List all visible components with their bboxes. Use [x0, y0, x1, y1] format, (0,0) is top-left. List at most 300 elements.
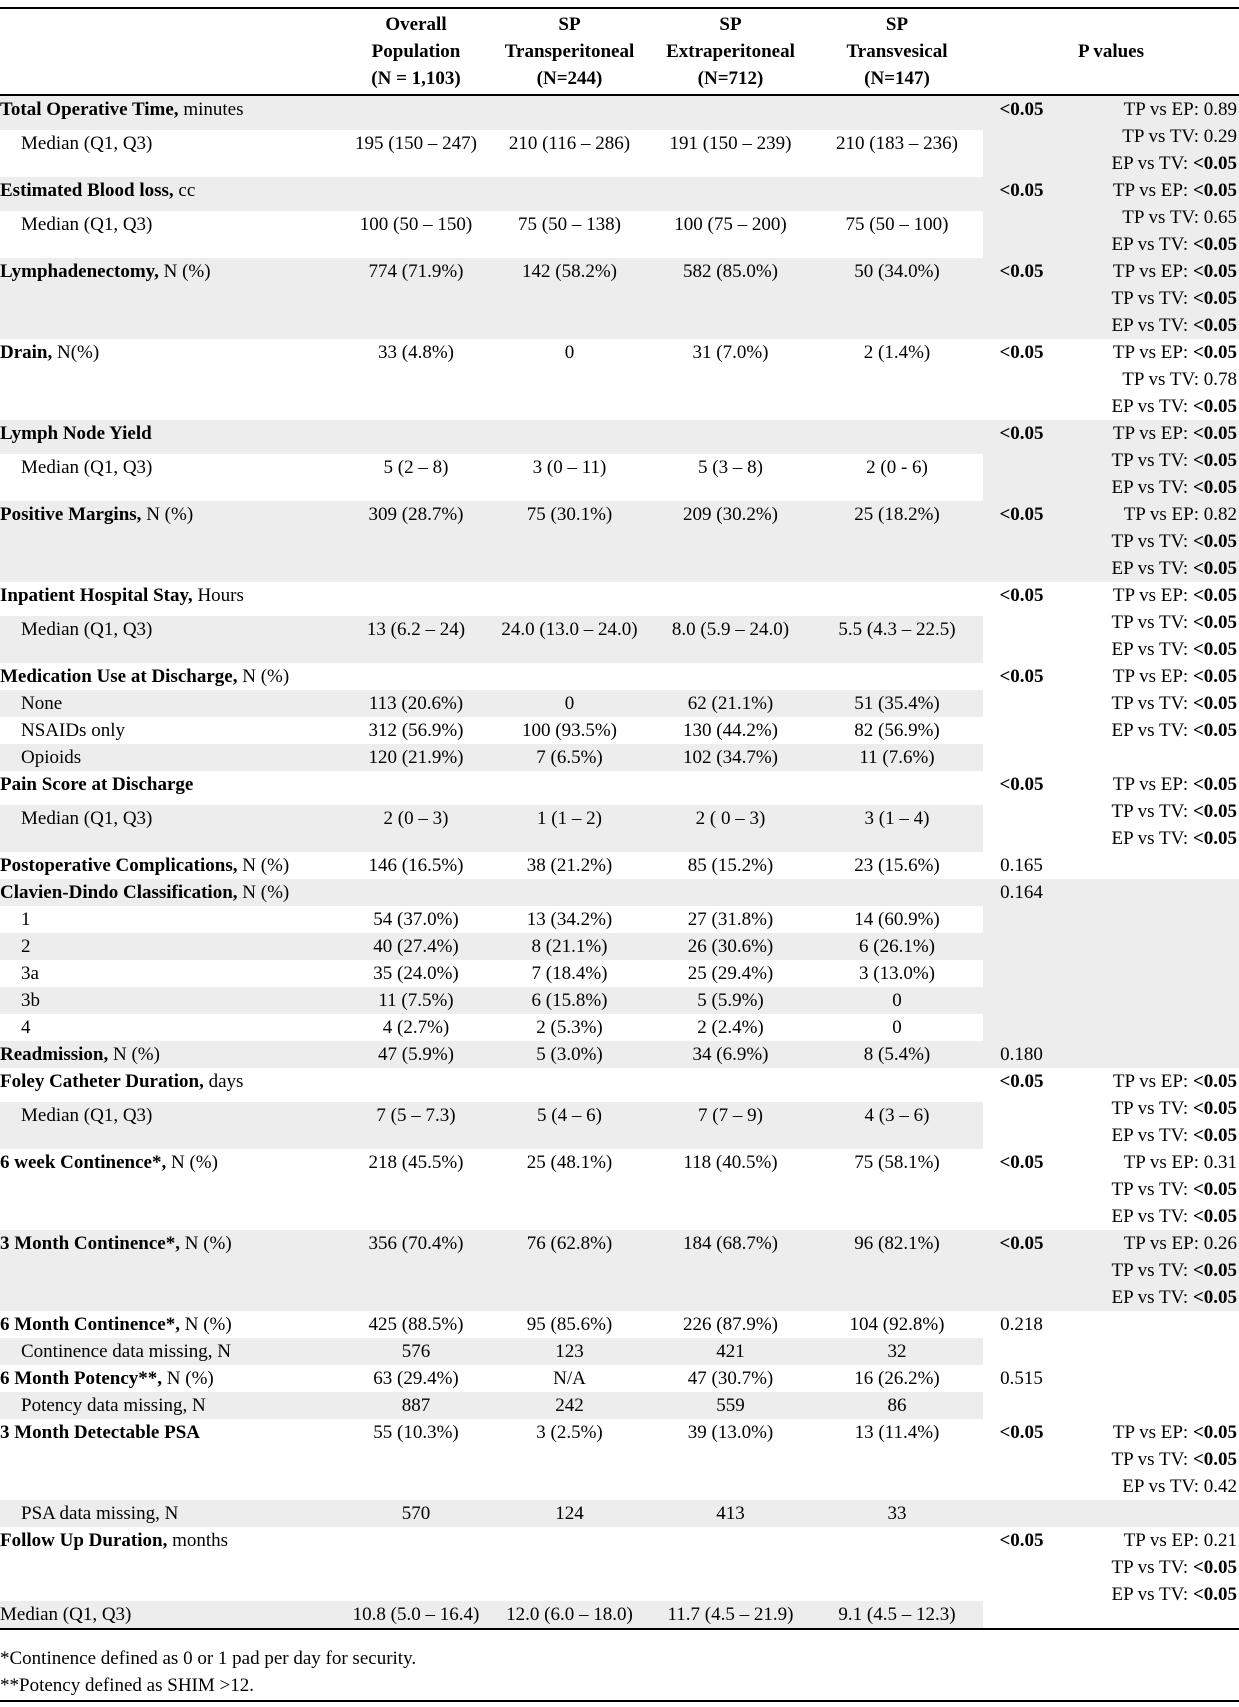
comparison-text: TP vs EP: 0.89 — [1123, 99, 1238, 120]
value-cell: 6 (26.1%) — [859, 936, 935, 957]
comparison-line — [1060, 258, 1237, 285]
value-cell: 124 — [555, 1503, 584, 1524]
row-label: Potency data missing, N — [21, 1395, 206, 1416]
comparison-text: EP vs TV: — [1111, 396, 1193, 417]
value-cell: 13 (11.4%) — [854, 1422, 940, 1443]
value-cell: 63 (29.4%) — [373, 1368, 459, 1389]
value-cell: 0 — [564, 693, 575, 714]
comparison-bold: <0.05 — [1192, 585, 1238, 606]
section-title-text: Clavien-Dindo Classification, — [0, 882, 238, 903]
comparison-bold: <0.05 — [1192, 153, 1238, 174]
value-cell: 0 — [892, 1017, 902, 1038]
p-value-cell: <0.05 — [999, 504, 1044, 525]
section-title — [0, 339, 343, 420]
section-title-text: Postoperative Complications, — [0, 855, 238, 876]
section-title-text: Total Operative Time, — [0, 99, 179, 120]
section-unit: N (%) — [237, 666, 290, 687]
comparison-line — [1060, 1176, 1237, 1203]
value-cell: 95 (85.6%) — [526, 1314, 613, 1335]
row-label: Median (Q1, Q3) — [21, 808, 153, 829]
comparison-line — [1060, 474, 1237, 501]
empty-cell — [811, 420, 983, 454]
comparison-text: TP vs EP: — [1112, 423, 1193, 444]
value-cell: 100 (93.5%) — [522, 720, 617, 741]
value-cell: 26 (30.6%) — [687, 936, 774, 957]
comparison-bold: <0.05 — [1192, 612, 1238, 633]
p-value-cell: <0.05 — [999, 774, 1044, 795]
comparisons-cell — [1060, 879, 1239, 1041]
value-cell: 5 (4 – 6) — [537, 1105, 602, 1126]
value-cell: N/A — [553, 1368, 586, 1389]
comparisons-cell — [1060, 420, 1239, 501]
table-row — [0, 663, 1239, 690]
section-unit: N (%) — [179, 1314, 232, 1335]
empty-cell — [343, 95, 489, 130]
comparison-line — [1060, 663, 1237, 690]
comparison-line — [1060, 1203, 1237, 1230]
section-unit: N (%) — [237, 882, 290, 903]
header-row — [0, 8, 1239, 95]
header-empty — [0, 8, 343, 95]
value-cell: 85 (15.2%) — [687, 855, 774, 876]
empty-cell — [650, 177, 811, 211]
value-cell: 8 (5.4%) — [863, 1044, 931, 1065]
comparison-text: EP vs TV: — [1111, 234, 1193, 255]
header-tv-line2: Transvesical — [846, 41, 948, 62]
value-cell: 576 — [401, 1341, 431, 1362]
value-cell: 6 (15.8%) — [531, 990, 608, 1011]
comparison-bold: <0.05 — [1192, 1584, 1238, 1605]
p-value-cell: <0.05 — [999, 423, 1044, 444]
row-label: Median (Q1, Q3) — [21, 133, 153, 154]
value-cell: 413 — [716, 1503, 745, 1524]
value-cell: 38 (21.2%) — [526, 855, 613, 876]
value-cell: 582 (85.0%) — [683, 261, 778, 282]
row-label: 3b — [21, 990, 40, 1011]
section-unit: days — [203, 1071, 244, 1092]
value-cell: 5.5 (4.3 – 22.5) — [838, 619, 956, 640]
comparison-text: TP vs TV: — [1111, 288, 1193, 309]
comparison-text: TP vs EP: — [1112, 1071, 1193, 1092]
empty-cell — [343, 663, 489, 690]
comparisons-cell — [1060, 1068, 1239, 1149]
value-cell: 242 — [555, 1395, 584, 1416]
comparison-bold: <0.05 — [1192, 1125, 1238, 1146]
section-title — [0, 879, 343, 906]
comparison-bold: <0.05 — [1192, 531, 1238, 552]
comparison-bold: <0.05 — [1192, 828, 1238, 849]
comparison-text: EP vs TV: — [1111, 1206, 1193, 1227]
empty-cell — [343, 582, 489, 616]
empty-cell — [811, 95, 983, 130]
comparison-line — [1060, 690, 1237, 717]
p-value-cell: <0.05 — [999, 99, 1044, 120]
empty-cell — [343, 771, 489, 805]
value-cell: 31 (7.0%) — [692, 342, 769, 363]
comparison-line — [1060, 1554, 1237, 1581]
section-title — [0, 95, 343, 130]
value-cell: 32 — [887, 1341, 907, 1362]
header-overall-line3: (N = 1,103) — [371, 68, 461, 89]
value-cell: 312 (56.9%) — [368, 720, 464, 741]
comparison-text: EP vs TV: — [1111, 315, 1193, 336]
section-title — [0, 1311, 343, 1338]
table-row — [0, 1149, 1239, 1230]
row-label: NSAIDs only — [21, 720, 125, 741]
header-ep-line1: SP — [719, 14, 742, 35]
value-cell: 2 (0 – 3) — [383, 808, 449, 829]
empty-cell — [343, 177, 489, 211]
value-cell: 24.0 (13.0 – 24.0) — [501, 619, 638, 640]
value-cell: 3 (0 – 11) — [532, 457, 607, 478]
value-cell: 0 — [892, 990, 902, 1011]
footnote-continence: *Continence defined as 0 or 1 pad per day for security. — [0, 1648, 417, 1669]
p-value-cell: 0.515 — [1000, 1368, 1043, 1389]
value-cell: 356 (70.4%) — [368, 1233, 464, 1254]
value-cell: 7 (5 – 7.3) — [376, 1105, 456, 1126]
comparison-text: EP vs TV: — [1111, 558, 1193, 579]
value-cell: 14 (60.9%) — [854, 909, 940, 930]
section-title — [0, 663, 343, 690]
value-cell: 51 (35.4%) — [854, 693, 940, 714]
comparisons-cell — [1060, 852, 1239, 879]
comparison-text: EP vs TV: — [1111, 720, 1193, 741]
empty-cell — [650, 663, 811, 690]
section-title — [0, 1149, 343, 1230]
row-label: 3a — [21, 963, 39, 984]
value-cell: 1 (1 – 2) — [537, 808, 602, 829]
section-title-text: 3 Month Continence*, — [0, 1233, 180, 1254]
value-cell: 7 (18.4%) — [531, 963, 608, 984]
comparison-bold: <0.05 — [1192, 234, 1238, 255]
empty-cell — [489, 177, 650, 211]
comparisons-cell — [1060, 582, 1239, 663]
comparison-text: TP vs EP: — [1112, 585, 1193, 606]
value-cell: 570 — [401, 1503, 431, 1524]
p-value-cell: <0.05 — [999, 1530, 1044, 1551]
value-cell: 8.0 (5.9 – 24.0) — [671, 619, 790, 640]
value-cell: 309 (28.7%) — [368, 504, 464, 525]
header-tp-line1: SP — [558, 14, 581, 35]
section-title — [0, 1041, 343, 1068]
p-value-cell: <0.05 — [999, 180, 1044, 201]
table-row — [0, 258, 1239, 339]
value-cell: 11 (7.5%) — [378, 990, 454, 1011]
value-cell: 2 ( 0 – 3) — [695, 808, 766, 829]
comparison-text: TP vs TV: — [1111, 1557, 1193, 1578]
section-unit: N (%) — [141, 504, 194, 525]
comparison-line — [1060, 150, 1237, 177]
section-title-text: Lymph Node Yield — [0, 423, 152, 444]
table-row — [0, 852, 1239, 879]
value-cell: 559 — [716, 1395, 745, 1416]
table-body — [0, 95, 1239, 1629]
value-cell: 5 (2 – 8) — [383, 457, 449, 478]
comparisons-cell — [1060, 1041, 1239, 1068]
comparisons-cell — [1060, 1311, 1239, 1365]
comparison-line — [1060, 636, 1237, 663]
section-title — [0, 1068, 343, 1102]
value-cell: 86 — [887, 1395, 907, 1416]
comparison-text: TP vs TV: — [1111, 1179, 1193, 1200]
empty-cell — [489, 663, 650, 690]
value-cell: 47 (30.7%) — [687, 1368, 774, 1389]
comparison-text: TP vs EP: — [1112, 180, 1193, 201]
comparison-bold: <0.05 — [1192, 666, 1238, 687]
section-title-text: Positive Margins, — [0, 504, 142, 525]
empty-cell — [811, 1527, 983, 1601]
comparison-line — [1060, 582, 1237, 609]
comparison-bold: <0.05 — [1192, 342, 1238, 363]
comparison-line — [1060, 501, 1237, 528]
header-extraperitoneal — [650, 8, 811, 95]
section-unit: N (%) — [158, 261, 211, 282]
comparison-text: EP vs TV: — [1111, 639, 1193, 660]
empty-cell — [489, 582, 650, 616]
value-cell: 40 (27.4%) — [373, 936, 459, 957]
comparison-line — [1060, 204, 1237, 231]
table-row — [0, 1527, 1239, 1601]
empty-cell — [650, 420, 811, 454]
comparison-bold: <0.05 — [1192, 477, 1238, 498]
value-cell: 226 (87.9%) — [683, 1314, 778, 1335]
value-cell: 3 (1 – 4) — [864, 808, 930, 829]
value-cell: 3 (13.0%) — [859, 963, 935, 984]
table-row — [0, 177, 1239, 211]
comparison-text: TP vs EP: — [1112, 342, 1193, 363]
value-cell: 25 (18.2%) — [854, 504, 940, 525]
value-cell: 191 (150 – 239) — [669, 133, 792, 154]
section-title — [0, 1230, 343, 1311]
p-value-cell: <0.05 — [999, 261, 1044, 282]
comparison-bold: <0.05 — [1192, 720, 1238, 741]
value-cell: 25 (29.4%) — [687, 963, 774, 984]
comparison-text: TP vs TV: — [1111, 531, 1193, 552]
section-unit: N (%) — [166, 1152, 218, 1173]
row-label: None — [21, 693, 63, 714]
section-unit: months — [167, 1530, 229, 1551]
value-cell: 62 (21.1%) — [687, 693, 774, 714]
section-title-text: 6 Month Continence*, — [0, 1314, 180, 1335]
value-cell: 5 (3 – 8) — [698, 457, 763, 478]
section-title-text: Lymphadenectomy, — [0, 261, 159, 282]
p-value-cell: <0.05 — [999, 1071, 1044, 1092]
value-cell: 8 (21.1%) — [531, 936, 608, 957]
comparison-text: TP vs EP: — [1112, 1422, 1193, 1443]
value-cell: 55 (10.3%) — [373, 1422, 459, 1443]
table-row — [0, 879, 1239, 906]
empty-cell — [489, 95, 650, 130]
value-cell: 16 (26.2%) — [854, 1368, 940, 1389]
value-cell: 12.0 (6.0 – 18.0) — [506, 1604, 633, 1625]
comparison-line — [1060, 1068, 1237, 1095]
value-cell: 75 (50 – 138) — [518, 214, 621, 235]
results-table — [0, 7, 1239, 1630]
comparison-text: TP vs TV: — [1111, 612, 1193, 633]
comparison-line — [1060, 420, 1237, 447]
comparisons-cell — [1060, 771, 1239, 852]
section-title-text: Foley Catheter Duration, — [0, 1071, 204, 1092]
comparison-line — [1060, 1230, 1237, 1257]
empty-cell — [650, 582, 811, 616]
table-row — [0, 1041, 1239, 1068]
value-cell: 50 (34.0%) — [854, 261, 940, 282]
section-title — [0, 258, 343, 339]
value-cell: 47 (5.9%) — [378, 1044, 454, 1065]
section-title — [0, 1527, 343, 1601]
comparisons-cell — [1060, 663, 1239, 771]
comparison-text: TP vs EP: — [1112, 774, 1193, 795]
section-unit: cc — [173, 180, 196, 201]
value-cell: 130 (44.2%) — [683, 720, 778, 741]
comparison-line — [1060, 771, 1237, 798]
empty-cell — [811, 879, 983, 906]
empty-cell — [489, 879, 650, 906]
table-row — [0, 1311, 1239, 1338]
comparison-text: TP vs TV: 0.29 — [1122, 126, 1238, 147]
comparison-text: TP vs TV: — [1111, 1449, 1193, 1470]
row-label: Median (Q1, Q3) — [21, 1105, 153, 1126]
comparison-bold: <0.05 — [1192, 423, 1238, 444]
p-value-cell: <0.05 — [999, 1233, 1044, 1254]
bottom-rule — [0, 1700, 1239, 1702]
comparison-line — [1060, 1527, 1237, 1554]
value-cell: 218 (45.5%) — [368, 1152, 464, 1173]
comparison-text: EP vs TV: — [1111, 1584, 1193, 1605]
comparisons-cell — [1060, 1365, 1239, 1419]
value-cell: 210 (116 – 286) — [508, 133, 631, 154]
header-tv-line1: SP — [885, 14, 909, 35]
value-cell: 23 (15.6%) — [854, 855, 940, 876]
value-cell: 120 (21.9%) — [368, 747, 464, 768]
comparison-line — [1060, 1284, 1237, 1311]
value-cell: 209 (30.2%) — [683, 504, 778, 525]
p-value-cell: <0.05 — [999, 342, 1044, 363]
comparison-text: TP vs TV: — [1111, 1098, 1193, 1119]
empty-cell — [489, 1068, 650, 1102]
section-title — [0, 582, 343, 616]
empty-cell — [811, 582, 983, 616]
table-row — [0, 1419, 1239, 1500]
table-row — [0, 339, 1239, 420]
comparison-text: TP vs EP: 0.31 — [1123, 1152, 1238, 1173]
empty-cell — [811, 663, 983, 690]
section-title-text: Medication Use at Discharge, — [0, 666, 238, 687]
p-value-cell: 0.164 — [1000, 882, 1043, 903]
value-cell: 4 (3 – 6) — [864, 1105, 930, 1126]
empty-cell — [811, 771, 983, 805]
header-tp-line3: (N=244) — [536, 68, 603, 89]
footnote-potency: **Potency defined as SHIM >12. — [0, 1675, 254, 1696]
comparison-bold: <0.05 — [1192, 1179, 1238, 1200]
section-unit: N (%) — [179, 1233, 232, 1254]
value-cell: 0 — [564, 342, 575, 363]
value-cell: 100 (50 – 150) — [359, 214, 473, 235]
empty-cell — [343, 420, 489, 454]
comparison-bold: <0.05 — [1192, 1098, 1238, 1119]
value-cell: 118 (40.5%) — [683, 1152, 778, 1173]
empty-cell — [811, 177, 983, 211]
value-cell: 146 (16.5%) — [368, 855, 464, 876]
empty-cell — [983, 1500, 1060, 1527]
comparison-bold: <0.05 — [1192, 450, 1238, 471]
section-title-text: Follow Up Duration, — [0, 1530, 168, 1551]
comparison-line — [1060, 177, 1237, 204]
comparison-text: TP vs EP: — [1112, 666, 1193, 687]
empty-cell — [489, 771, 650, 805]
comparisons-cell — [1060, 339, 1239, 420]
section-title-text: 6 Month Potency**, — [0, 1368, 163, 1389]
comparisons-cell — [1060, 1419, 1239, 1500]
comparison-text: EP vs TV: — [1111, 477, 1193, 498]
comparison-bold: <0.05 — [1192, 396, 1238, 417]
value-cell: 142 (58.2%) — [522, 261, 617, 282]
value-cell: 54 (37.0%) — [373, 909, 459, 930]
comparison-text: TP vs TV: — [1111, 450, 1193, 471]
table-row — [0, 95, 1239, 130]
value-cell: 113 (20.6%) — [368, 693, 464, 714]
comparison-line — [1060, 1419, 1237, 1446]
value-cell: 27 (31.8%) — [687, 909, 774, 930]
value-cell: 35 (24.0%) — [373, 963, 459, 984]
value-cell: 210 (183 – 236) — [836, 133, 958, 154]
value-cell: 4 (2.7%) — [382, 1017, 450, 1038]
value-cell: 3 (2.5%) — [536, 1422, 603, 1443]
value-cell: 100 (75 – 200) — [674, 214, 787, 235]
p-value-cell: <0.05 — [999, 666, 1044, 687]
section-title-text: 6 week Continence*, — [0, 1152, 167, 1173]
value-cell: 123 — [555, 1341, 584, 1362]
comparison-text: EP vs TV: — [1111, 1287, 1193, 1308]
table-row — [0, 1068, 1239, 1102]
value-cell: 102 (34.7%) — [683, 747, 778, 768]
section-title-text: Drain, — [0, 342, 53, 363]
comparison-bold: <0.05 — [1192, 558, 1238, 579]
comparison-bold: <0.05 — [1192, 1287, 1238, 1308]
empty-cell — [1060, 1500, 1239, 1527]
row-label: 4 — [21, 1017, 31, 1038]
p-value-cell: <0.05 — [999, 1422, 1044, 1443]
comparisons-cell — [1060, 1230, 1239, 1311]
table-row — [0, 582, 1239, 616]
section-unit: N (%) — [237, 855, 290, 876]
comparison-bold: <0.05 — [1192, 180, 1238, 201]
comparison-line — [1060, 825, 1237, 852]
value-cell: 5 (5.9%) — [697, 990, 764, 1011]
table-row — [0, 1500, 1239, 1527]
comparison-bold: <0.05 — [1192, 315, 1238, 336]
value-cell: 421 — [716, 1341, 745, 1362]
comparison-line — [1060, 231, 1237, 258]
comparison-line — [1060, 1095, 1237, 1122]
value-cell: 2 (5.3%) — [536, 1017, 603, 1038]
value-cell: 13 (34.2%) — [526, 909, 613, 930]
table-row — [0, 420, 1239, 454]
value-cell: 76 (62.8%) — [526, 1233, 613, 1254]
comparison-text: EP vs TV: — [1111, 153, 1193, 174]
section-unit: N(%) — [52, 342, 100, 363]
section-unit: Hours — [192, 585, 244, 606]
section-unit: N (%) — [108, 1044, 160, 1065]
section-title-text: Readmission, — [0, 1044, 109, 1065]
empty-cell — [650, 95, 811, 130]
comparison-text: EP vs TV: — [1111, 1125, 1193, 1146]
row-label: PSA data missing, N — [21, 1503, 179, 1524]
comparisons-cell — [1060, 95, 1239, 177]
row-label: Median (Q1, Q3) — [21, 214, 153, 235]
comparison-text: EP vs TV: — [1111, 828, 1193, 849]
comparison-bold: <0.05 — [1192, 1206, 1238, 1227]
